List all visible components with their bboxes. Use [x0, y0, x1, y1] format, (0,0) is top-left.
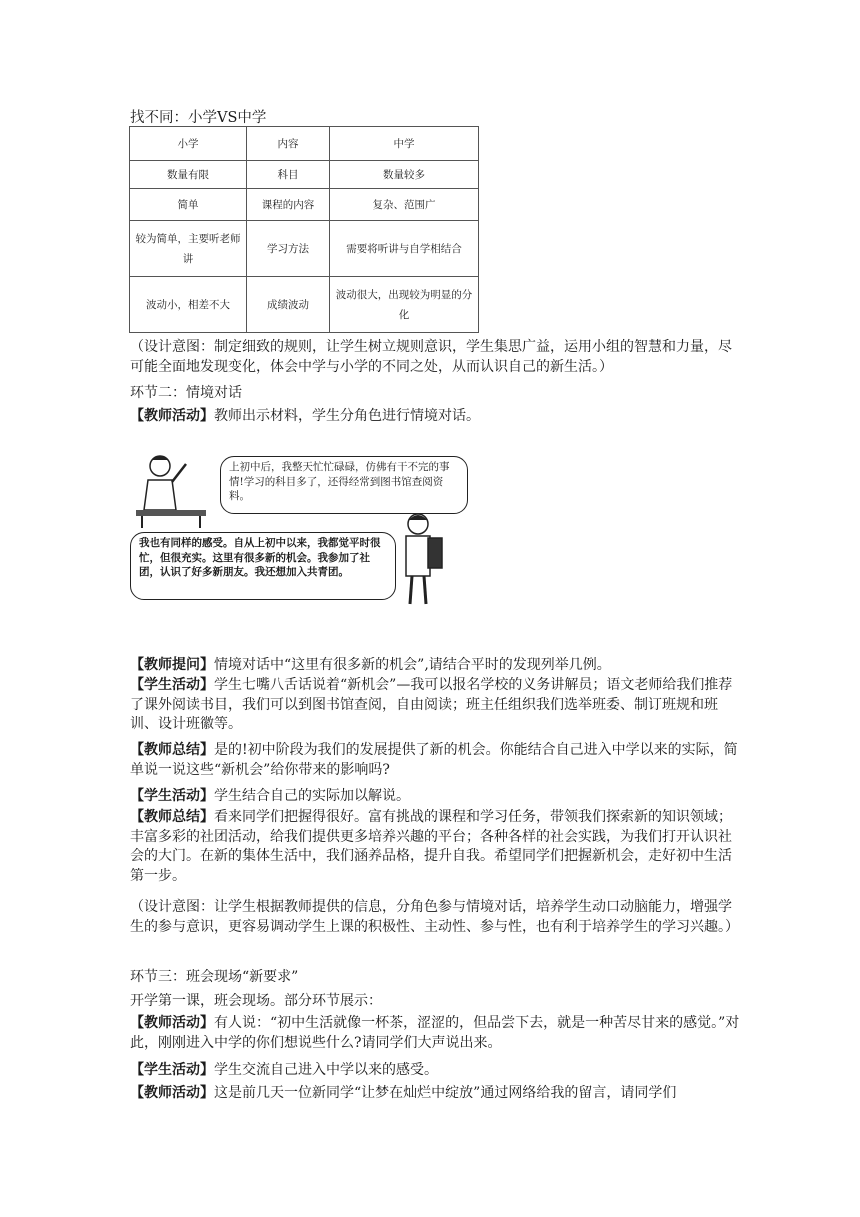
table-row — [130, 161, 479, 189]
section-heading: 环节三：班会现场“新要求” — [130, 969, 299, 985]
table-cell: 复杂、范围广 — [330, 189, 479, 221]
table-cell: 简单 — [130, 189, 247, 221]
activity-text: 学生七嘴八舌话说着“新机会”—我可以报名学校的义务讲解员；语文老师给我们推荐了课外阅读书目，我们可以到图书馆查阅，自由阅读；班主任组织我们选举班委、制订班规和班训、设计班徽等。 — [130, 677, 733, 732]
table-cell: 成绩波动 — [247, 277, 330, 333]
intro-text: 开学第一课，班会现场。部分环节展示： — [130, 993, 382, 1009]
table-cell: 波动很大，出现较为明显的分化 — [330, 277, 479, 333]
table-cell: 课程的内容 — [247, 189, 330, 221]
activity-tag: 【教师总结】 — [130, 809, 214, 825]
activity-tag: 【教师活动】 — [130, 408, 214, 424]
table-cell: 波动小，相差不大 — [130, 277, 247, 333]
table-cell: 科目 — [247, 161, 330, 189]
table-cell: 数量有限 — [130, 161, 247, 189]
activity-tag: 【学生活动】 — [130, 1062, 214, 1078]
table-cell: 学习方法 — [247, 221, 330, 277]
activity-tag: 【教师提问】 — [130, 657, 214, 673]
table-cell: 小学 — [130, 127, 247, 161]
activity-tag: 【教师活动】 — [130, 1085, 214, 1101]
activity-tag: 【教师活动】 — [130, 1015, 214, 1031]
student-standing-figure — [406, 514, 442, 604]
activity-text: 情境对话中“这里有很多新的机会”,请结合平时的发现列举几例。 — [214, 657, 611, 673]
comparison-table — [129, 126, 479, 333]
teacher-summary-paragraph — [130, 741, 740, 780]
table-cell: 内容 — [247, 127, 330, 161]
activity-tag: 【学生活动】 — [130, 677, 214, 693]
activity-text: 学生交流自己进入中学以来的感受。 — [214, 1062, 438, 1078]
table-row — [130, 277, 479, 333]
table-cell: 中学 — [330, 127, 479, 161]
design-intent-paragraph: （设计意图：让学生根据教师提供的信息，分角色参与情境对话，培养学生动口动脑能力，增强学生的参与意识，更容易调动学生上课的积极性、主动性、参与性，也有利于培养学生的学习兴趣。） — [130, 899, 739, 935]
activity-tag: 【教师总结】 — [130, 742, 214, 758]
student-seated-figure — [136, 456, 206, 528]
activity-text: 是的!初中阶段为我们的发展提供了新的机会。你能结合自己进入中学以来的实际，简单说一说这些“新机会”给你带来的影响吗? — [130, 742, 738, 778]
teacher-summary-paragraph — [130, 808, 740, 886]
teacher-activity-paragraph — [130, 1014, 740, 1053]
speech-bubble: 上初中后，我整天忙忙碌碌，仿佛有干不完的事情!学习的科目多了，还得经常到图书馆查阅资料。 — [220, 456, 468, 514]
section-heading: 找不同：小学VS中学 — [130, 110, 267, 126]
student-activity-paragraph — [130, 676, 740, 735]
table-row — [130, 127, 479, 161]
activity-text: 看来同学们把握得很好。富有挑战的课程和学习任务，带领我们探索新的知识领域；丰富多彩的社团活动，给我们提供更多培养兴趣的平台；各种各样的社会实践，为我们打开认识社会的大门。在新的集体生活中，我们涵养品格，提升自我。希望同学们把握新机会，走好初中生活第一步。 — [130, 809, 732, 884]
section-heading: 环节二：情境对话 — [130, 385, 242, 401]
activity-text: 有人说：“初中生活就像一杯茶，涩涩的，但品尝下去，就是一种苦尽甘来的感觉。”对此，刚刚进入中学的你们想说些什么?请同学们大声说出来。 — [130, 1015, 740, 1051]
activity-text: 学生结合自己的实际加以解说。 — [214, 788, 410, 804]
table-row — [130, 189, 479, 221]
activity-text: 这是前几天一位新同学“让梦在灿烂中绽放”通过网络给我的留言，请同学们 — [214, 1085, 677, 1101]
dialogue-illustration — [130, 448, 450, 608]
design-intent-paragraph: （设计意图：制定细致的规则，让学生树立规则意识，学生集思广益，运用小组的智慧和力量，尽可能全面地发现变化，体会中学与小学的不同之处，从而认识自己的新生活。） — [130, 339, 732, 375]
table-row — [130, 221, 479, 277]
activity-tag: 【学生活动】 — [130, 788, 214, 804]
speech-bubble: 我也有同样的感受。自从上初中以来，我都觉平时很忙，但很充实。这里有很多新的机会。我参加了社团，认识了好多新朋友。我还想加入共青团。 — [130, 532, 396, 600]
table-cell: 较为简单，主要听老师讲 — [130, 221, 247, 277]
table-cell: 数量较多 — [330, 161, 479, 189]
table-cell: 需要将听讲与自学相结合 — [330, 221, 479, 277]
activity-text: 教师出示材料，学生分角色进行情境对话。 — [214, 408, 480, 424]
